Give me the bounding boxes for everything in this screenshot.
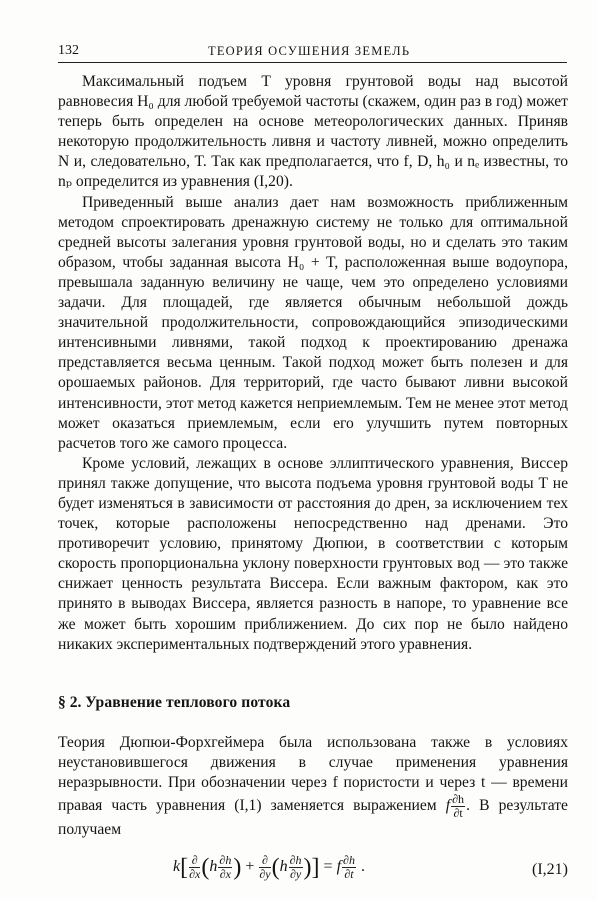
equation-body: k[ $\frac{\partial}{\partial x}$ (h $\frac{\partial h}{\partial x}$ ) + $\frac{\partial}{\partial y}$ (h $\frac{\partial h}{\partial y}$ )] = f $\frac{\partial h}{\partial t}$ . [173,853,365,882]
section-title: Уравнение теплового потока [85,693,291,711]
inline-fraction [451,793,465,820]
paragraph-2: Приведенный выше анализ дает нам возможность приближенным методом спроектировать дренажную систему не только для оптимальной средней высоты залегания уровня грунтовой воды, но и сделать это таким образом, чтобы заданная высота H₀ + T, расположенная выше водоупора, превышала заданную величину не чаще, чем это определено условиями задачи. Для площадей, где является обычным небольшой дождь значительной продолжительности, сопровождающийся эпизодическими интенсивными ливнями, такой подход к проектированию дренажа представляется весьма ценным. Такой подход может быть полезен и для орошаемых районов. Для территорий, где часто бывают ливни высокой интенсивности, этот метод кажется неприемлемым. Тем не менее этот метод может оказаться приемлемым, если его улучшить путем повторных расчетов того же самого процесса. [58,193,568,452]
section-paragraph: Теория Дюпюи-Форхгеймера была использована также в условиях неустановившегося движения в случае применения уравнения неразрывности. При обозначении через f пористости и через t — времени правая часть уравнения (I,1) заменяется выражением f $\frac{\partial h}{\partial t}$ . В результате получаем [58,733,568,839]
equation-number: (I,21) [532,861,568,879]
equation-i-21 [58,850,568,890]
paragraph-1: Максимальный подъем T уровня грунтовой воды над высотой равновесия H₀ для любой требуемой частоты (скажем, один раз в год) может теперь быть определен на основе метеорологических данных. Приняв некоторую продолжительность ливня и частоту ливней, можно определить N и, следовательно, T. Так как предполагается, что f, D, h₀ и nₑ известны, то nₚ определится из уравнения (I,20). [58,73,568,191]
paragraph-3: Кроме условий, лежащих в основе эллиптического уравнения, Виссер принял также допущение, что высота подъема уровня грунтовой воды T не будет изменяться в зависимости от расстояния до дрен, за исключением тех точек, которые расположены непосредственно над дренами. Это противоречит условию, принятому Дюпюи, в соответствии с которым скорость пропорциональна уклону поверхности грунтовых вод — это также снижает ценность результата Виссера. Если важным фактором, как это принято в выводах Виссера, является разность в напоре, то уравнение все же может быть хорошим приближением. До сих пор не было найдено никаких экспериментальных подтверждений этого уравнения. [58,454,568,653]
section-heading [58,693,568,713]
section-paragraph-tail: . В результате получаем [58,797,568,839]
page-number: 132 [58,43,79,58]
running-title: ТЕОРИЯ ОСУШЕНИЯ ЗЕМЕЛЬ [208,44,411,58]
page-body [58,72,568,890]
fraction-denominator: ∂t [453,806,463,821]
running-header [58,40,567,63]
section-number: § 2. [58,693,82,711]
fraction-numerator: ∂h [452,792,465,807]
section-paragraph-text: Теория Дюпюи-Форхгеймера была использована также в условиях неустановившегося движения в случае применения уравнения неразрывности. При обозначении через f пористости и через t — времени правая часть уравнения (I,1) заменяется выражением [58,733,568,815]
